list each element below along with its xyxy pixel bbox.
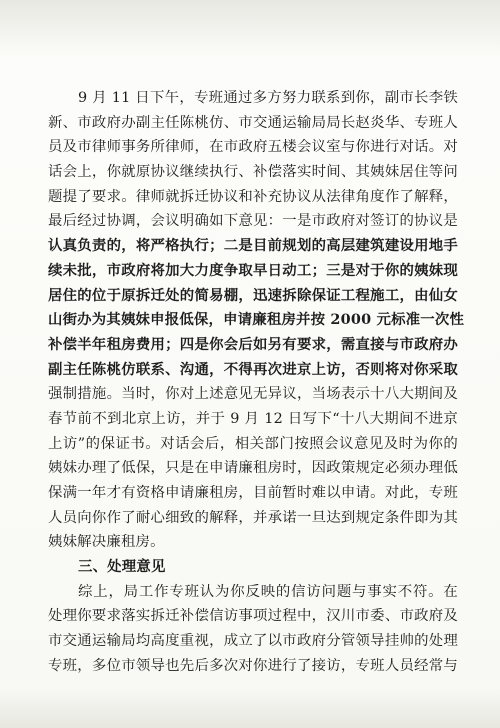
text-line: 话会上，你就原协议继续执行、补偿落实时间、其姨妹居住等问 (48, 164, 458, 181)
text-line: 题提了要求。律师就拆迁协议和补充协议从法律角度作了解释， (48, 188, 458, 205)
text-line: 副主任陈桃仿联系、沟通，不得再次进京上访，否则将对你采取 (48, 360, 458, 378)
document-body (48, 86, 465, 679)
text-line: 山街办为其姨妹申报低保，申请廉租房并按 2000 元标准一次性 (48, 311, 465, 329)
text-line: 9 月 11 日下午，专班通过多方努力联系到你，副市长李铁 (78, 90, 458, 106)
text-line: 处理你要求落实拆迁补偿信访事项过程中，汉川市委、市政府及 (48, 608, 458, 625)
text-line: 春节前不到北京上访，并于 9 月 12 日写下“十八大期间不进京 (48, 410, 458, 427)
text-line: 员及市律师事务所律师，在市政府五楼会议室与你进行对话。对 (48, 139, 458, 156)
text-line: 上访”的保证书。对话会后，相关部门按照会议意见及时为你的 (48, 435, 458, 452)
text-line: 市交通运输局均高度重视，成立了以市政府分管领导挂帅的处理 (48, 633, 458, 650)
text-line: 保满一年才有资格申请廉租房，目前暂时难以申请。对此，专班 (48, 485, 458, 501)
scan-shadow-top (0, 0, 500, 60)
text-line: 新、市政府办副主任陈桃仿、市交通运输局局长赵炎华、专班人 (48, 114, 458, 131)
text-line: 补偿半年租房费用；四是你会后如另有要求，需直接与市政府办 (48, 335, 458, 353)
text-line: 居住的位于原拆迁处的简易棚，迅速拆除保证工程施工，由仙女 (48, 286, 458, 304)
text-line: 人员向你作了耐心细致的解释，并承诺一旦达到规定条件即为其 (48, 509, 458, 526)
text-line: 综上，局工作专班认为你反映的信访问题与事实不符。在 (78, 583, 458, 600)
text-line: 认真负责的，将严格执行；二是目前规划的高层建筑建设用地手 (48, 237, 458, 255)
text-line: 专班，多位市领导也先后多次对你进行了接访，专班人员经常与 (48, 657, 458, 674)
section-heading: 三、处理意见 (78, 558, 166, 576)
text-line: 姨妹解决廉租房。 (48, 534, 165, 551)
text-line: 强制措施。当时，你对上述意见无异议，当场表示十八大期间及 (48, 386, 458, 403)
text-line: 姨妹办理了低保，只是在申请廉租房时，因政策规定必须办理低 (48, 460, 458, 477)
text-line: 续未批，市政府将加大力度争取早日动工；三是对于你的姨妹现 (48, 261, 458, 279)
text-line: 最后经过协调，会议明确如下意见：一是市政府对签订的协议是 (48, 213, 458, 230)
scan-shadow-bottom (0, 688, 500, 728)
